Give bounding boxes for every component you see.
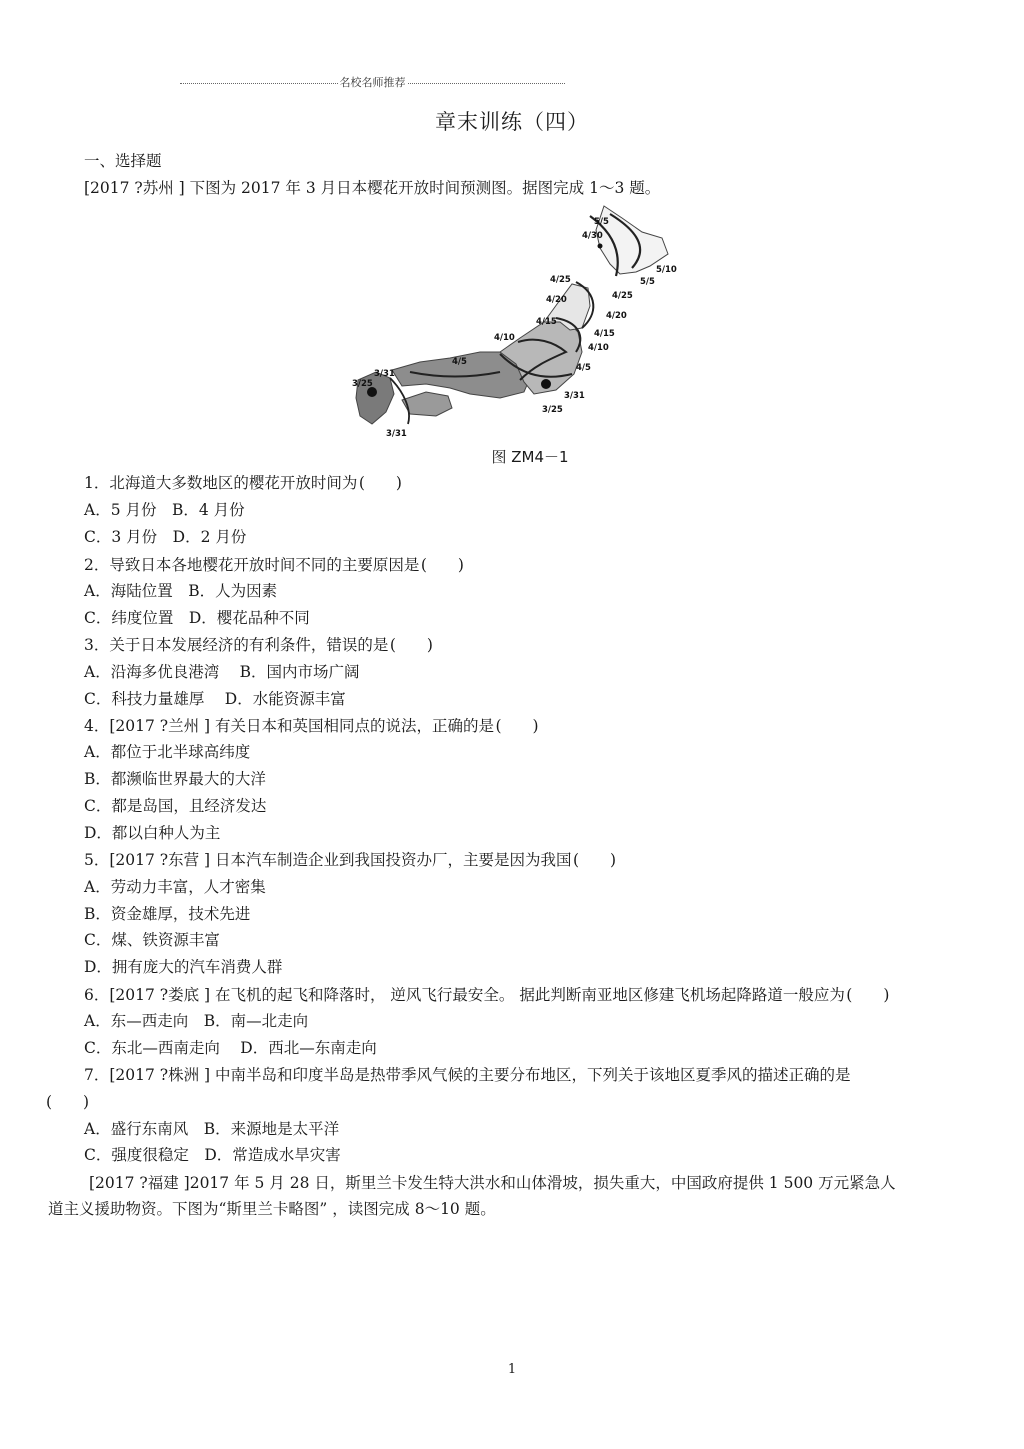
- map-label: 4/25: [612, 291, 633, 301]
- q4-option: B．都濒临世界最大的大洋: [84, 770, 266, 788]
- q6-option: A．东—西走向 B．南—北走向: [84, 1012, 309, 1030]
- q7-option: A．盛行东南风 B．来源地是太平洋: [84, 1120, 340, 1138]
- map-label: 4/20: [606, 311, 627, 321]
- map-marker: [598, 244, 603, 249]
- map-label: 3/25: [352, 379, 373, 389]
- map-label: 3/31: [564, 391, 585, 401]
- map-marker: [541, 379, 551, 389]
- map-label: 4/5: [576, 363, 591, 373]
- map-label: 4/20: [546, 295, 567, 305]
- q5-option: B．资金雄厚，技术先进: [84, 905, 251, 923]
- map-label: 4/30: [582, 231, 603, 241]
- q4-stem: 4．[2017 ?兰州 ] 有关日本和英国相同点的说法，正确的是( ): [84, 717, 539, 735]
- q2-option: C．纬度位置 D．樱花品种不同: [84, 609, 310, 627]
- q5-option: C．煤、铁资源丰富: [84, 931, 220, 949]
- map-label: 5/10: [656, 265, 677, 275]
- q1-option: A．5 月份 B．4 月份: [84, 501, 245, 519]
- q4-option: D．都以白种人为主: [84, 824, 221, 842]
- map-label: 4/15: [594, 329, 615, 339]
- page-header: [180, 74, 565, 90]
- q6-option: C．东北—西南走向 D．西北—东南走向: [84, 1039, 377, 1057]
- q2-stem: 2．导致日本各地樱花开放时间不同的主要原因是( ): [84, 556, 464, 574]
- q7-stem: 7．[2017 ?株洲 ] 中南半岛和印度半岛是热带季风气候的主要分布地区，下列关于该地区夏季风的描述正确的是: [84, 1066, 851, 1084]
- intro-2-line-2: 道主义援助物资。下图为“斯里兰卡略图” ，读图完成 8～10 题。: [48, 1200, 496, 1218]
- q3-option: C．科技力量雄厚 D．水能资源丰富: [84, 690, 346, 708]
- intro-1: [2017 ?苏州 ] 下图为 2017 年 3 月日本樱花开放时间预测图。据图完成 1～3 题。: [84, 179, 661, 197]
- header-dots-right: [408, 83, 566, 84]
- japan-sakura-map: [350, 202, 680, 442]
- q1-stem: 1．北海道大多数地区的樱花开放时间为( ): [84, 474, 402, 492]
- map-label: 4/10: [588, 343, 609, 353]
- figure-caption: 图 ZM4－1: [491, 448, 569, 466]
- map-label: 4/25: [550, 275, 571, 285]
- q5-option: D．拥有庞大的汽车消费人群: [84, 958, 283, 976]
- q5-option: A．劳动力丰富，人才密集: [84, 878, 266, 896]
- q4-option: A．都位于北半球高纬度: [84, 743, 251, 761]
- intro-2-line-1: [2017 ?福建 ]2017 年 5 月 28 日，斯里兰卡发生特大洪水和山体滑坡，损失重大，中国政府提供 1 500 万元紧急人: [89, 1174, 896, 1192]
- q7-paren: ( ): [46, 1093, 90, 1111]
- map-label: 5/5: [594, 217, 609, 227]
- map-label: 4/10: [494, 333, 515, 343]
- q3-option: A．沿海多优良港湾 B．国内市场广阔: [84, 663, 360, 681]
- map-label: 3/25: [542, 405, 563, 415]
- map-label: 4/5: [452, 357, 467, 367]
- q2-option: A．海陆位置 B．人为因素: [84, 582, 278, 600]
- q1-option: C．3 月份 D．2 月份: [84, 528, 247, 546]
- q4-option: C．都是岛国，且经济发达: [84, 797, 267, 815]
- map-label: 3/31: [386, 429, 407, 439]
- header-dots-left: [180, 83, 338, 84]
- page-title: 章末训练（四）: [435, 110, 589, 134]
- map-label: 3/31: [374, 369, 395, 379]
- map-label: 5/5: [640, 277, 655, 287]
- q5-stem: 5．[2017 ?东营 ] 日本汽车制造企业到我国投资办厂，主要是因为我国( ): [84, 851, 617, 869]
- header-text: 名校名师推荐: [339, 76, 406, 89]
- q3-stem: 3．关于日本发展经济的有利条件，错误的是( ): [84, 636, 433, 654]
- section-heading: 一、选择题: [84, 152, 162, 170]
- q6-stem: 6．[2017 ?娄底 ] 在飞机的起飞和降落时， 逆风飞行最安全。 据此判断南亚地区修建飞机场起降路道一般应为( ): [84, 986, 890, 1004]
- q7-option: C．强度很稳定 D．常造成水旱灾害: [84, 1146, 341, 1164]
- page-number: 1: [507, 1362, 517, 1377]
- map-label: 4/15: [536, 317, 557, 327]
